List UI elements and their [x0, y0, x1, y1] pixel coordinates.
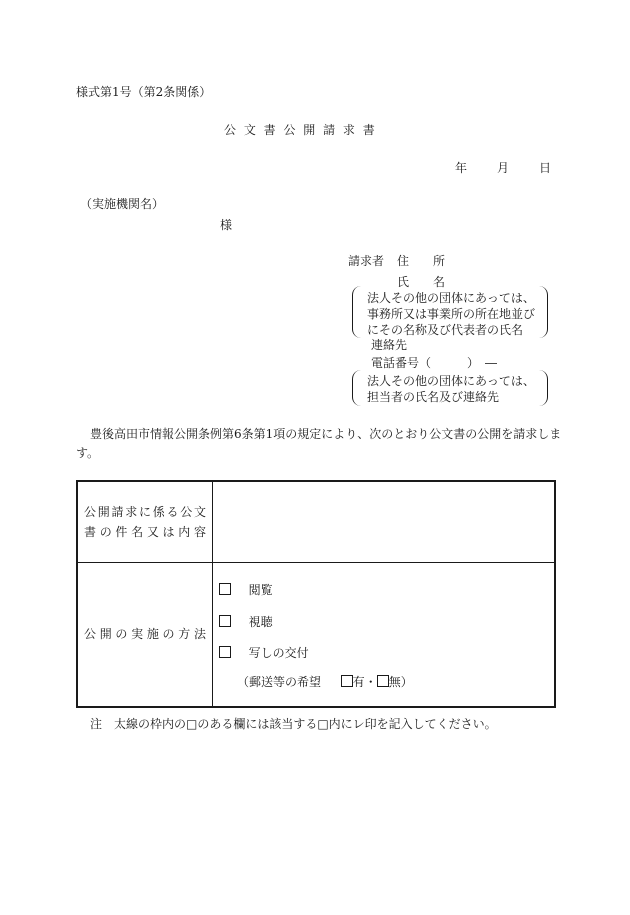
subject-field[interactable] [213, 481, 556, 562]
contact-label: 連絡先 [371, 338, 408, 352]
method-row [77, 562, 555, 707]
date-line [455, 162, 551, 174]
date-year: 年 [455, 161, 468, 175]
checkbox-mail-yes[interactable] [341, 675, 353, 687]
request-form-table [76, 480, 556, 708]
phone-label: 電話番号（ ） ― [371, 356, 498, 370]
requester-label: 請求者 [348, 254, 385, 268]
corp-note-line: 事務所又は事業所の所在地並び [367, 307, 536, 321]
corporate-note-representative [352, 286, 548, 338]
corporate-note-contact [352, 370, 548, 406]
method-label: 公開の実施の方法 [77, 562, 213, 707]
name-label: 氏 名 [397, 275, 446, 289]
checkbox-listen[interactable] [219, 615, 231, 627]
method-options [213, 562, 556, 707]
body-text-line-1: 豊後高田市情報公開条例第6条第1項の規定により、次のとおり公文書の公開を請求しま [90, 427, 562, 441]
date-month: 月 [497, 161, 510, 175]
body-text-line-2: す。 [76, 446, 100, 460]
address-label: 住 所 [397, 254, 446, 268]
option-copy: 写しの交付 [219, 646, 309, 659]
mail-preference: （郵送等の希望 有・ 無） [237, 674, 413, 689]
checkbox-mail-no[interactable] [377, 675, 389, 687]
document-title: 公 文 書 公 開 請 求 書 [224, 123, 377, 137]
option-listen: 視聴 [219, 615, 273, 628]
corp-note-line: 法人その他の団体にあっては、 [367, 291, 535, 305]
agency-label: （実施機関名） [80, 197, 165, 211]
option-view: 閲覧 [219, 583, 273, 596]
date-day: 日 [539, 161, 552, 175]
subject-row [77, 481, 555, 562]
corp-note-line: 法人その他の団体にあっては、 [367, 374, 535, 388]
form-number: 様式第1号（第2条関係） [76, 85, 212, 99]
agency-honorific: 様 [220, 218, 233, 232]
corp-note-line: 担当者の氏名及び連絡先 [367, 390, 500, 404]
footnote: 注 太線の枠内の□のある欄には該当する□内にレ印を記入してください。 [90, 717, 497, 731]
corp-note-line: にその名称及び代表者の氏名 [367, 323, 524, 337]
subject-label: 公開請求に係る公文 書の件名又は内容 [77, 481, 213, 562]
checkbox-view[interactable] [219, 583, 231, 595]
checkbox-copy[interactable] [219, 646, 231, 658]
